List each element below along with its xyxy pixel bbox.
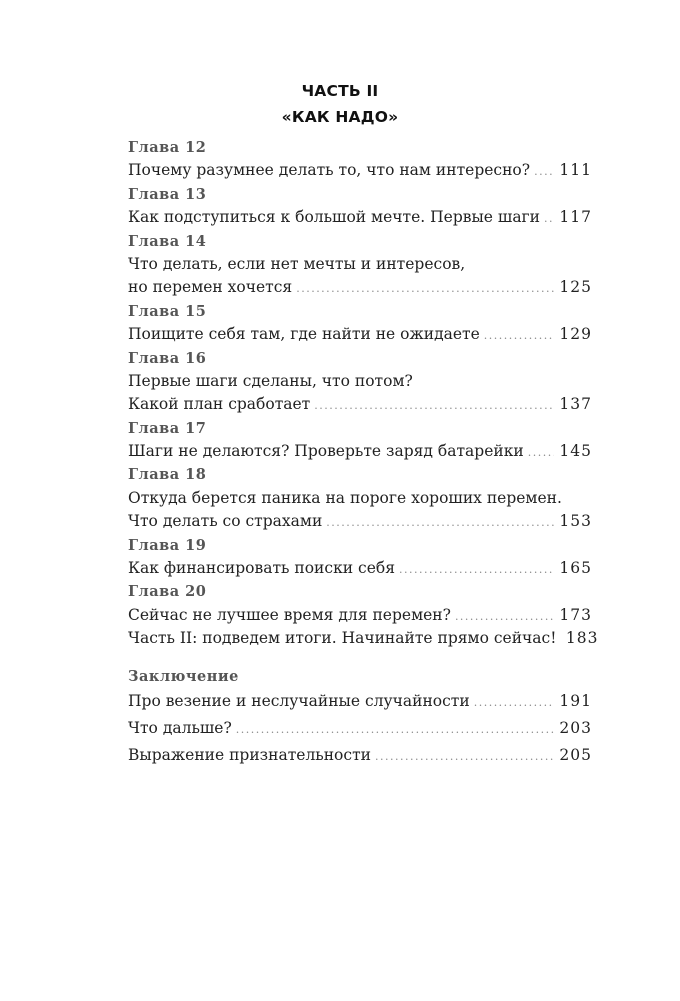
conclusion-label: Заключение xyxy=(128,667,239,685)
dot-leader xyxy=(399,558,554,581)
toc-entry[interactable] xyxy=(128,510,592,533)
chapter-label: Глава 18 xyxy=(128,466,207,484)
toc-entry[interactable] xyxy=(128,604,592,627)
chapter-label: Глава 17 xyxy=(128,419,207,437)
entry-title: Шаги не делаются? Проверьте заряд батарейки xyxy=(128,442,524,461)
toc-entry[interactable] xyxy=(128,323,592,346)
page-number: 125 xyxy=(559,278,592,297)
page-number: 165 xyxy=(559,559,592,578)
dot-leader xyxy=(544,207,554,230)
chapter-label: Глава 16 xyxy=(128,349,207,367)
entry-title: Как финансировать поиски себя xyxy=(128,559,395,578)
entry-title-line: Первые шаги сделаны, что потом? xyxy=(128,371,413,390)
dot-leader xyxy=(296,277,554,300)
toc-entry[interactable] xyxy=(128,742,592,769)
entry-title: Почему разумнее делать то, что нам интересно? xyxy=(128,161,531,180)
toc-entry[interactable] xyxy=(128,557,592,580)
table-of-contents xyxy=(128,136,599,769)
toc-entry[interactable] xyxy=(128,393,592,416)
section-gap xyxy=(128,651,592,665)
dot-leader xyxy=(455,605,554,628)
page-number: 153 xyxy=(559,512,592,531)
dot-leader xyxy=(528,441,554,464)
page-number: 137 xyxy=(559,395,592,414)
page-number: 145 xyxy=(559,442,592,461)
chapter-label: Глава 13 xyxy=(128,185,207,203)
toc-entry[interactable] xyxy=(128,440,592,463)
entry-title: Выражение признательности xyxy=(128,745,371,764)
page-number: 129 xyxy=(559,325,592,344)
entry-title: Сейчас не лучшее время для перемен? xyxy=(128,605,451,624)
dot-leader xyxy=(474,689,554,716)
toc-entry[interactable] xyxy=(128,688,592,715)
toc-entry[interactable] xyxy=(128,627,599,650)
toc-entry[interactable] xyxy=(128,206,592,229)
page-number: 203 xyxy=(559,718,592,737)
chapter-label: Глава 20 xyxy=(128,583,207,601)
part-title: «КАК НАДО» xyxy=(281,108,399,126)
dot-leader xyxy=(314,394,554,417)
entry-title: Какой план сработает xyxy=(128,395,311,414)
chapter-label: Глава 14 xyxy=(128,232,207,250)
chapter-label: Глава 15 xyxy=(128,302,207,320)
dot-leader xyxy=(484,324,554,347)
entry-title: Что делать со страхами xyxy=(128,512,323,531)
dot-leader xyxy=(326,511,554,534)
page-number: 173 xyxy=(559,605,592,624)
entry-title-line: Что делать, если нет мечты и интересов, xyxy=(128,254,466,273)
entry-title: Поищите себя там, где найти не ожидаете xyxy=(128,325,480,344)
toc-entry[interactable] xyxy=(128,276,592,299)
dot-leader xyxy=(236,716,554,743)
entry-title: Про везение и неслучайные случайности xyxy=(128,691,470,710)
chapter-label: Глава 12 xyxy=(128,139,207,156)
entry-title: Часть II: подведем итоги. Начинайте прямо сейчас! xyxy=(128,629,557,648)
entry-title: Как подступиться к большой мечте. Первые шаги xyxy=(128,208,541,227)
dot-leader xyxy=(375,743,554,770)
toc-entry[interactable] xyxy=(128,715,592,742)
page-number: 117 xyxy=(559,208,592,227)
entry-title: Что дальше? xyxy=(128,718,232,737)
page-number: 183 xyxy=(565,629,599,648)
entry-title: но перемен хочется xyxy=(128,278,293,297)
part-number: ЧАСТЬ II xyxy=(301,82,379,100)
dot-leader xyxy=(534,160,554,183)
page-number: 111 xyxy=(559,161,592,180)
page-number: 205 xyxy=(559,745,592,764)
toc-entry[interactable] xyxy=(128,159,592,182)
page-number: 191 xyxy=(559,691,592,710)
chapter-label: Глава 19 xyxy=(128,536,207,554)
entry-title-line: Откуда берется паника на пороге хороших перемен. xyxy=(128,488,562,507)
